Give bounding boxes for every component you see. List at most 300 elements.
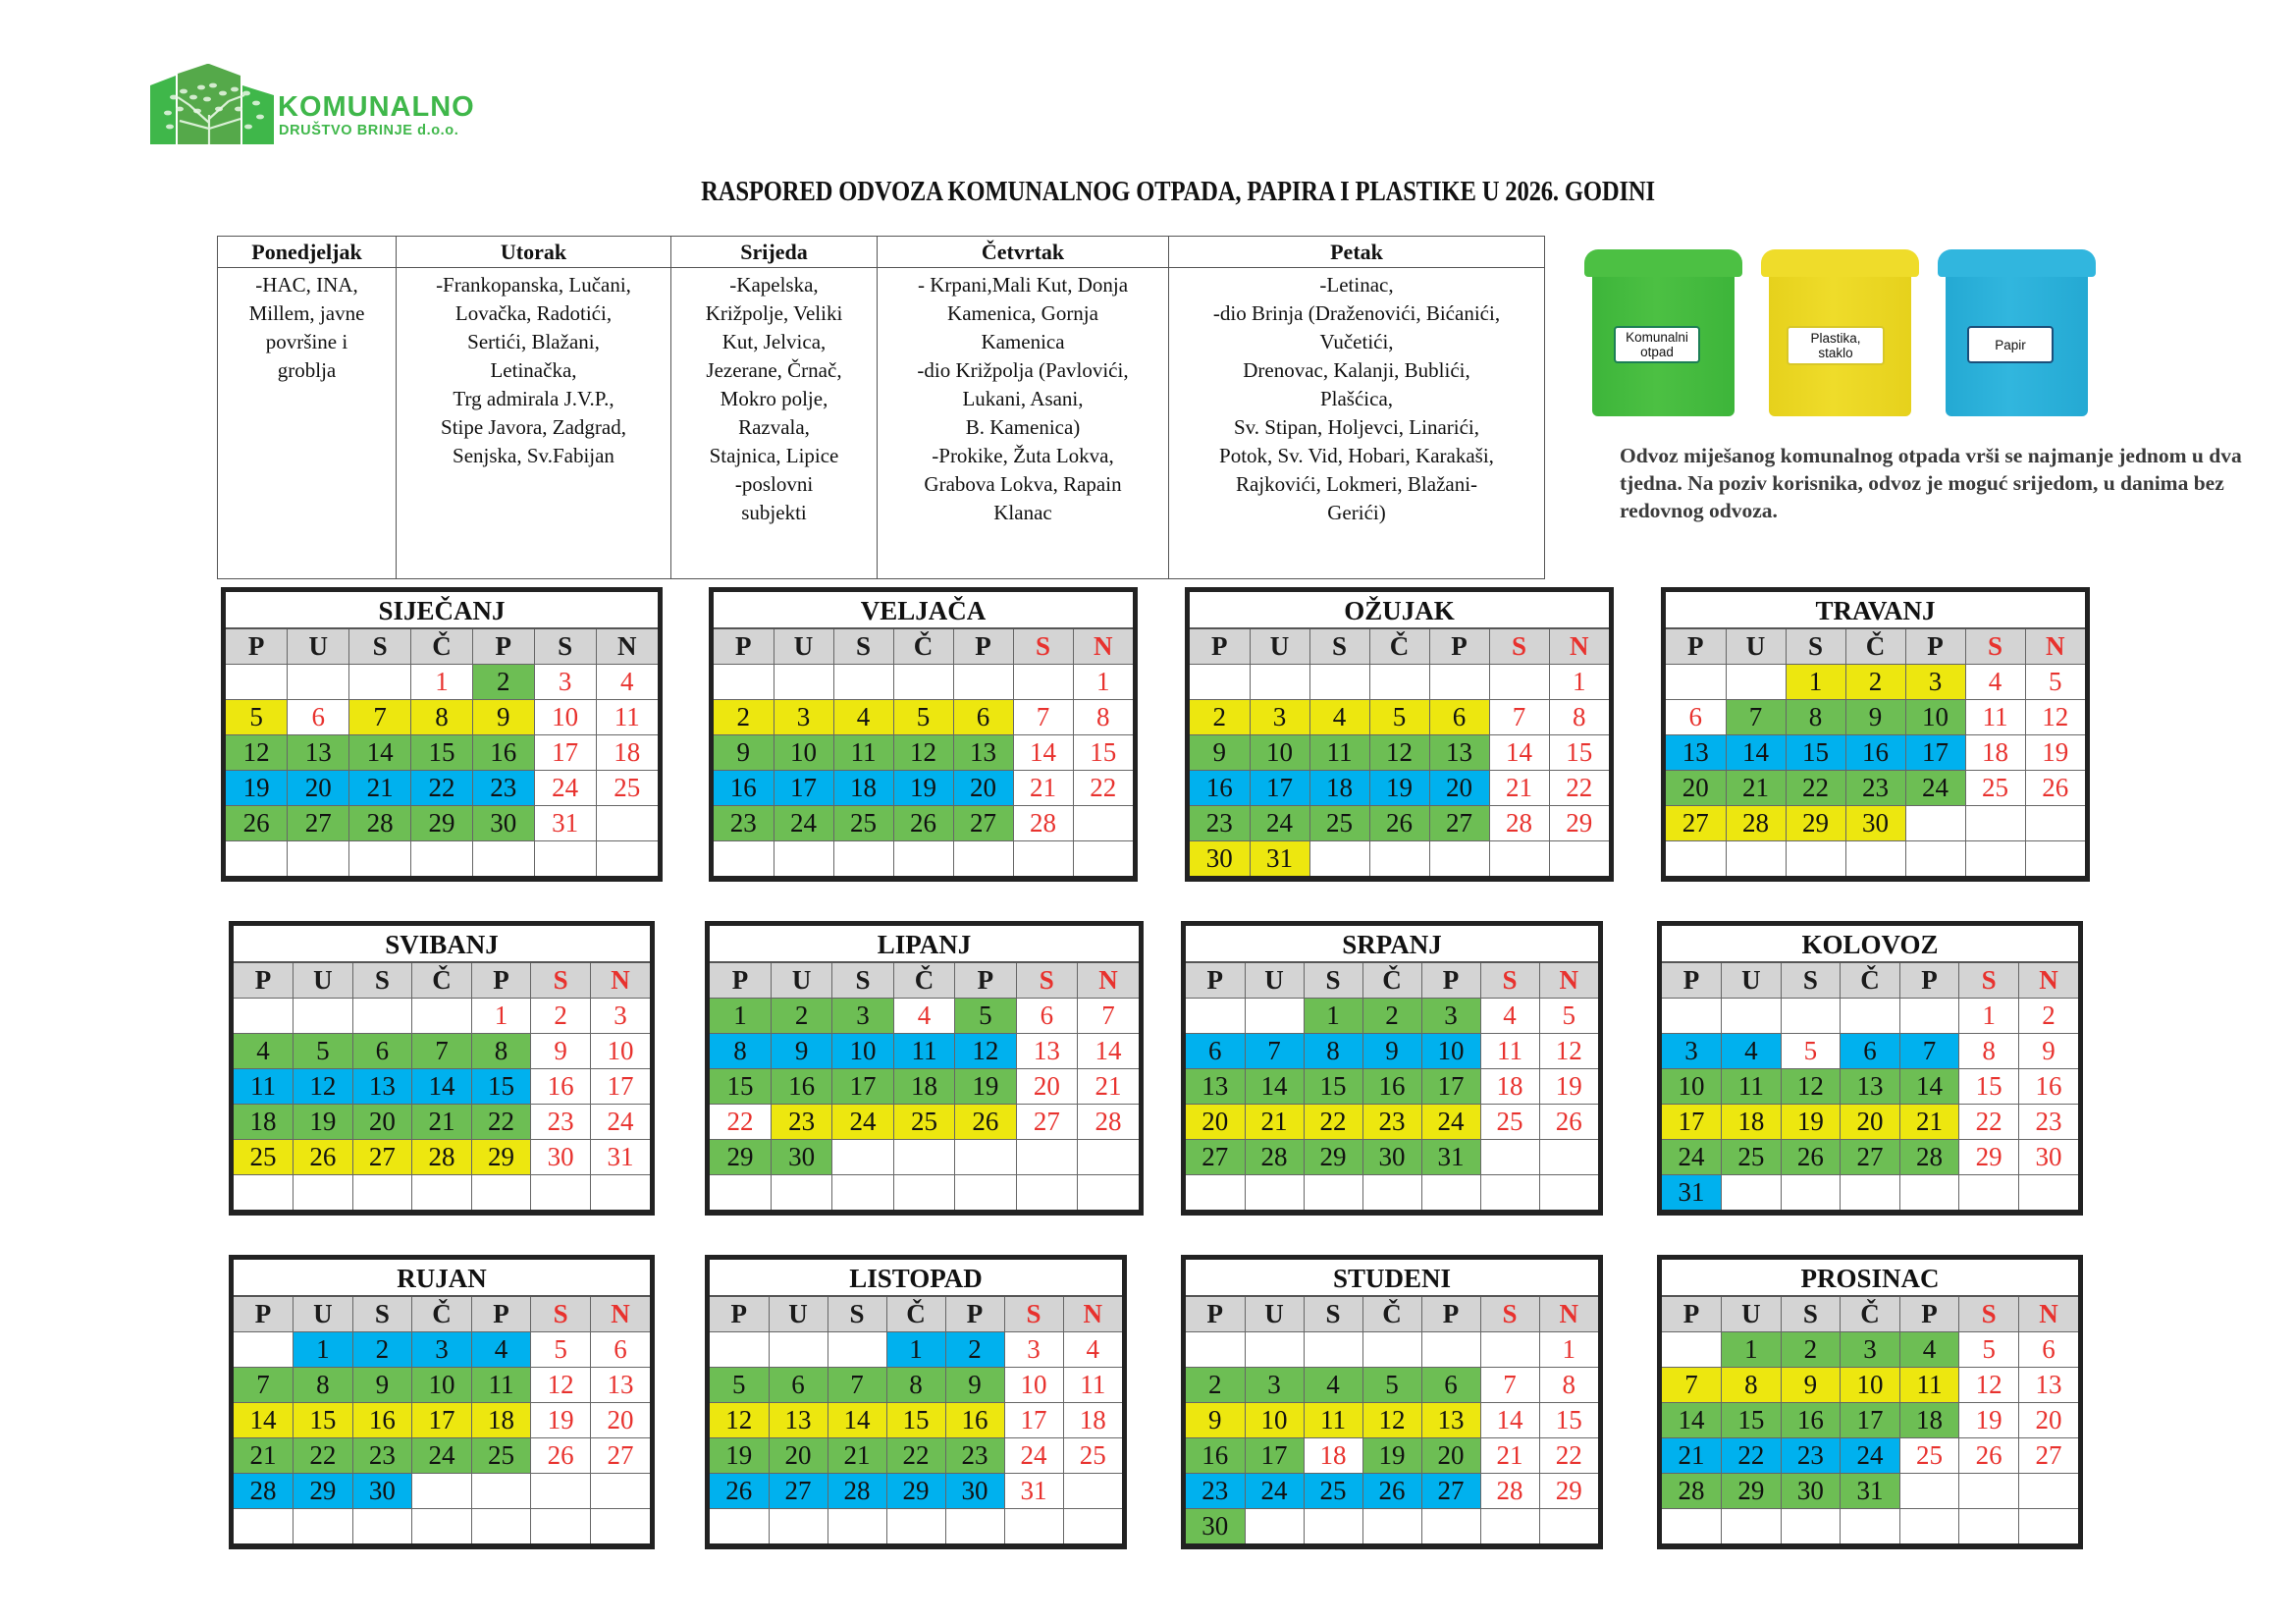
empty-day-cell bbox=[710, 1175, 771, 1211]
weekday-header: S bbox=[833, 629, 893, 665]
empty-day-cell bbox=[1190, 665, 1250, 700]
day-cell bbox=[1722, 1332, 1782, 1368]
logo-buildings-tree-icon bbox=[150, 64, 278, 144]
day-cell bbox=[1722, 1034, 1782, 1069]
day-cell bbox=[1309, 700, 1369, 735]
day-number: 13 bbox=[2035, 1370, 2062, 1399]
month-title: TRAVANJ bbox=[1666, 592, 2085, 629]
empty-day-cell bbox=[1899, 1474, 1959, 1509]
day-cell bbox=[1480, 1403, 1539, 1438]
day-cell bbox=[710, 1438, 769, 1474]
day-cell bbox=[1959, 1368, 2019, 1403]
day-number: 7 bbox=[256, 1370, 270, 1399]
day-cell bbox=[1539, 1368, 1598, 1403]
day-number: 23 bbox=[368, 1440, 396, 1470]
day-number: 10 bbox=[1856, 1370, 1884, 1399]
day-number: 16 bbox=[490, 737, 517, 767]
empty-day-cell bbox=[945, 1509, 1004, 1544]
day-cell bbox=[1304, 1368, 1362, 1403]
empty-day-cell bbox=[1666, 665, 1726, 700]
day-number: 4 bbox=[856, 702, 871, 731]
week-row bbox=[234, 1438, 650, 1474]
day-number: 8 bbox=[1573, 702, 1586, 731]
weekday-header: S bbox=[1781, 1297, 1841, 1332]
day-number: 4 bbox=[1988, 667, 2002, 696]
day-cell bbox=[953, 735, 1013, 771]
month-title: KOLOVOZ bbox=[1662, 926, 2078, 963]
day-cell bbox=[1004, 1368, 1063, 1403]
day-cell bbox=[2018, 1069, 2078, 1105]
weekday-header: N bbox=[1063, 1297, 1122, 1332]
empty-day-cell bbox=[769, 1509, 828, 1544]
day-cell bbox=[710, 1140, 771, 1175]
day-cell bbox=[596, 700, 658, 735]
company-logo bbox=[150, 64, 543, 142]
day-number: 14 bbox=[1678, 1405, 1705, 1434]
day-number: 17 bbox=[1260, 1440, 1288, 1470]
day-cell bbox=[1186, 1034, 1245, 1069]
bin-label-text: Plastika, bbox=[1810, 331, 1861, 346]
empty-day-cell bbox=[1016, 1140, 1077, 1175]
weekday-header: P bbox=[1899, 963, 1959, 999]
day-cell bbox=[1480, 1368, 1539, 1403]
day-number: 16 bbox=[1378, 1071, 1406, 1101]
day-cell bbox=[1489, 735, 1549, 771]
day-cell bbox=[1722, 1474, 1782, 1509]
day-cell bbox=[349, 735, 411, 771]
weekday-header: S bbox=[1004, 1297, 1063, 1332]
month-days-table bbox=[1662, 963, 2078, 1210]
day-cell bbox=[1078, 1105, 1139, 1140]
empty-day-cell bbox=[1662, 999, 1722, 1034]
day-cell bbox=[596, 735, 658, 771]
day-cell bbox=[1722, 1140, 1782, 1175]
month-days-table bbox=[714, 629, 1133, 876]
day-number: 22 bbox=[309, 1440, 337, 1470]
empty-day-cell bbox=[1073, 806, 1133, 841]
weekday-header: S bbox=[1965, 629, 2025, 665]
schedule-location-line: Drenovac, Kalanji, Bublići, bbox=[1243, 358, 1470, 382]
day-cell bbox=[288, 700, 349, 735]
day-number: 25 bbox=[1079, 1440, 1106, 1470]
day-number: 24 bbox=[552, 773, 579, 802]
day-cell bbox=[1421, 1105, 1480, 1140]
day-number: 3 bbox=[558, 667, 572, 696]
day-number: 2 bbox=[1212, 702, 1226, 731]
day-cell bbox=[226, 771, 288, 806]
day-cell bbox=[710, 999, 771, 1034]
day-number: 30 bbox=[961, 1476, 988, 1505]
empty-day-cell bbox=[1078, 1175, 1139, 1211]
schedule-location-line: Razvala, bbox=[738, 415, 810, 439]
day-number: 18 bbox=[1982, 737, 2008, 767]
empty-day-cell bbox=[833, 665, 893, 700]
waste-bins-illustration bbox=[1582, 232, 2132, 421]
day-number: 7 bbox=[1684, 1370, 1698, 1399]
empty-day-cell bbox=[531, 1474, 591, 1509]
day-cell bbox=[2018, 1034, 2078, 1069]
empty-day-cell bbox=[1662, 1332, 1722, 1368]
day-number: 21 bbox=[1916, 1107, 1944, 1136]
day-cell bbox=[349, 771, 411, 806]
day-cell bbox=[412, 1403, 472, 1438]
day-cell bbox=[226, 700, 288, 735]
weekday-header: Č bbox=[1845, 629, 1905, 665]
day-cell bbox=[886, 1403, 945, 1438]
weekday-header: U bbox=[288, 629, 349, 665]
day-cell bbox=[1781, 1474, 1841, 1509]
weekday-header: S bbox=[1489, 629, 1549, 665]
day-cell bbox=[531, 1034, 591, 1069]
day-number: 19 bbox=[910, 773, 936, 802]
month-calendar bbox=[705, 1255, 1127, 1549]
day-number: 1 bbox=[1326, 1001, 1340, 1030]
empty-day-cell bbox=[1841, 999, 1900, 1034]
day-cell bbox=[1186, 1069, 1245, 1105]
weekday-header: P bbox=[471, 1297, 531, 1332]
empty-day-cell bbox=[1369, 665, 1429, 700]
day-number: 30 bbox=[1796, 1476, 1824, 1505]
day-number: 7 bbox=[1267, 1036, 1281, 1065]
day-cell bbox=[1489, 771, 1549, 806]
day-number: 15 bbox=[1555, 1405, 1582, 1434]
day-number: 3 bbox=[1863, 1334, 1877, 1364]
day-number: 11 bbox=[1737, 1071, 1764, 1101]
weekday-header: P bbox=[1905, 629, 1965, 665]
day-cell bbox=[1369, 700, 1429, 735]
day-number: 20 bbox=[1446, 773, 1472, 802]
week-row bbox=[1666, 841, 2085, 877]
day-cell bbox=[1480, 1105, 1539, 1140]
day-cell bbox=[1013, 771, 1073, 806]
weekday-header: P bbox=[1421, 963, 1480, 999]
empty-day-cell bbox=[1781, 1509, 1841, 1544]
day-number: 18 bbox=[850, 773, 877, 802]
empty-day-cell bbox=[893, 841, 953, 877]
weekday-header-row bbox=[1186, 963, 1598, 999]
day-cell bbox=[294, 1403, 353, 1438]
day-number: 25 bbox=[1326, 808, 1353, 838]
day-cell bbox=[1421, 1403, 1480, 1438]
month-title: SRPANJ bbox=[1186, 926, 1598, 963]
day-number: 23 bbox=[1862, 773, 1889, 802]
day-cell bbox=[1362, 1368, 1421, 1403]
day-cell bbox=[412, 1069, 472, 1105]
day-cell bbox=[472, 665, 534, 700]
week-row bbox=[1662, 1438, 2078, 1474]
weekday-header: P bbox=[710, 963, 771, 999]
day-cell bbox=[294, 1105, 353, 1140]
month-calendar bbox=[709, 587, 1138, 882]
day-number: 25 bbox=[910, 1107, 937, 1136]
week-row bbox=[710, 1332, 1122, 1368]
day-cell bbox=[1004, 1403, 1063, 1438]
week-row bbox=[1662, 1509, 2078, 1544]
day-cell bbox=[1073, 665, 1133, 700]
week-row bbox=[1662, 999, 2078, 1034]
day-cell bbox=[774, 771, 833, 806]
empty-day-cell bbox=[1309, 841, 1369, 877]
day-cell bbox=[1841, 1140, 1900, 1175]
week-row bbox=[234, 1175, 650, 1211]
day-cell bbox=[893, 1069, 954, 1105]
empty-day-cell bbox=[1549, 841, 1609, 877]
month-calendar bbox=[229, 921, 655, 1216]
empty-day-cell bbox=[1250, 665, 1309, 700]
schedule-location-line: -Prokike, Žuta Lokva, bbox=[932, 444, 1114, 467]
day-cell bbox=[1841, 1403, 1900, 1438]
day-cell bbox=[226, 735, 288, 771]
day-cell bbox=[472, 771, 534, 806]
empty-day-cell bbox=[1539, 1140, 1598, 1175]
day-cell bbox=[1959, 1140, 2019, 1175]
week-row bbox=[1662, 1368, 2078, 1403]
empty-day-cell bbox=[1016, 1175, 1077, 1211]
day-number: 17 bbox=[1856, 1405, 1884, 1434]
day-cell bbox=[1781, 1069, 1841, 1105]
schedule-location-line: -Frankopanska, Lučani, bbox=[436, 273, 631, 297]
day-number: 28 bbox=[1506, 808, 1532, 838]
day-number: 9 bbox=[1208, 1405, 1222, 1434]
page-title: RASPORED ODVOZA KOMUNALNOG OTPADA, PAPIRA I PLASTIKE U 2026. GODINI bbox=[701, 177, 1655, 207]
day-number: 18 bbox=[1319, 1440, 1347, 1470]
day-number: 10 bbox=[1922, 702, 1949, 731]
day-number: 12 bbox=[242, 737, 270, 767]
day-cell bbox=[1899, 1438, 1959, 1474]
day-cell bbox=[1959, 1034, 2019, 1069]
schedule-locations-row bbox=[218, 268, 1545, 579]
day-number: 9 bbox=[1212, 737, 1226, 767]
day-number: 8 bbox=[494, 1036, 508, 1065]
day-cell bbox=[1549, 806, 1609, 841]
day-number: 13 bbox=[1682, 737, 1709, 767]
day-number: 23 bbox=[547, 1107, 574, 1136]
day-number: 27 bbox=[1682, 808, 1709, 838]
day-cell bbox=[710, 1069, 771, 1105]
week-row bbox=[1666, 771, 2085, 806]
empty-day-cell bbox=[1429, 665, 1489, 700]
collection-note: Odvoz miješanog komunalnog otpada vrši se najmanje jednom u dva tjedna. Na poziv korisnika, odvoz je moguć srijedom, u danima bez redovnog odvoza. bbox=[1620, 444, 2242, 522]
day-number: 20 bbox=[1856, 1107, 1884, 1136]
month-calendar bbox=[1181, 1255, 1603, 1549]
weekday-header: P bbox=[471, 963, 531, 999]
empty-day-cell bbox=[534, 841, 596, 877]
empty-day-cell bbox=[1899, 1509, 1959, 1544]
day-number: 11 bbox=[1320, 1405, 1346, 1434]
day-number: 13 bbox=[1856, 1071, 1884, 1101]
day-cell bbox=[714, 771, 774, 806]
schedule-location-line: groblja bbox=[277, 358, 337, 382]
day-cell bbox=[2018, 1403, 2078, 1438]
day-cell bbox=[1429, 735, 1489, 771]
weekday-header: P bbox=[1662, 963, 1722, 999]
week-row bbox=[1662, 1332, 2078, 1368]
day-cell bbox=[1362, 999, 1421, 1034]
day-cell bbox=[352, 1105, 412, 1140]
empty-day-cell bbox=[1899, 999, 1959, 1034]
day-cell bbox=[234, 1105, 294, 1140]
day-cell bbox=[2018, 1332, 2078, 1368]
day-number: 22 bbox=[1737, 1440, 1765, 1470]
day-cell bbox=[769, 1403, 828, 1438]
day-cell bbox=[1549, 665, 1609, 700]
bin-label bbox=[1967, 326, 2054, 363]
day-number: 12 bbox=[1386, 737, 1413, 767]
day-number: 3 bbox=[1272, 702, 1287, 731]
weekday-header: S bbox=[1013, 629, 1073, 665]
day-cell bbox=[1662, 1034, 1722, 1069]
empty-day-cell bbox=[832, 1140, 893, 1175]
empty-day-cell bbox=[886, 1509, 945, 1544]
day-cell bbox=[1304, 1105, 1362, 1140]
day-cell bbox=[1786, 735, 1845, 771]
day-number: 21 bbox=[428, 1107, 455, 1136]
weekday-header: S bbox=[1959, 1297, 2019, 1332]
month-title: SVIBANJ bbox=[234, 926, 650, 963]
day-cell bbox=[1959, 1105, 2019, 1140]
day-cell bbox=[352, 1140, 412, 1175]
day-cell bbox=[472, 735, 534, 771]
empty-day-cell bbox=[710, 1509, 769, 1544]
day-number: 12 bbox=[1796, 1071, 1824, 1101]
day-cell bbox=[412, 1140, 472, 1175]
week-row bbox=[1662, 1403, 2078, 1438]
week-row bbox=[226, 841, 658, 877]
day-cell bbox=[411, 700, 473, 735]
day-cell bbox=[1549, 771, 1609, 806]
weekday-header: S bbox=[1016, 963, 1077, 999]
empty-day-cell bbox=[1421, 1332, 1480, 1368]
bin-lid bbox=[1938, 249, 2096, 277]
day-number: 16 bbox=[961, 1405, 988, 1434]
weekday-header-row bbox=[1666, 629, 2085, 665]
day-cell bbox=[1004, 1438, 1063, 1474]
day-cell bbox=[1959, 1332, 2019, 1368]
day-cell bbox=[886, 1368, 945, 1403]
day-number: 19 bbox=[725, 1440, 753, 1470]
day-number: 26 bbox=[1796, 1142, 1824, 1171]
day-number: 10 bbox=[790, 737, 817, 767]
day-cell bbox=[1078, 1034, 1139, 1069]
week-row bbox=[1186, 1105, 1598, 1140]
day-number: 9 bbox=[1868, 702, 1883, 731]
day-cell bbox=[1965, 665, 2025, 700]
day-number: 31 bbox=[1266, 843, 1293, 873]
weekday-header: P bbox=[1662, 1297, 1722, 1332]
day-cell bbox=[294, 1332, 353, 1368]
day-number: 21 bbox=[1506, 773, 1532, 802]
day-number: 12 bbox=[547, 1370, 574, 1399]
day-cell bbox=[1899, 1332, 1959, 1368]
day-cell bbox=[1186, 1509, 1245, 1544]
week-row bbox=[710, 1403, 1122, 1438]
day-cell bbox=[1250, 700, 1309, 735]
day-number: 27 bbox=[1437, 1476, 1465, 1505]
weekday-header: P bbox=[1429, 629, 1489, 665]
day-number: 4 bbox=[620, 667, 634, 696]
day-number: 29 bbox=[1975, 1142, 2002, 1171]
weekday-header: Č bbox=[412, 1297, 472, 1332]
day-cell bbox=[531, 1332, 591, 1368]
day-cell bbox=[945, 1332, 1004, 1368]
day-cell bbox=[710, 1474, 769, 1509]
day-number: 11 bbox=[614, 702, 640, 731]
day-number: 22 bbox=[488, 1107, 515, 1136]
day-number: 5 bbox=[554, 1334, 567, 1364]
day-number: 24 bbox=[1266, 808, 1293, 838]
day-cell bbox=[472, 700, 534, 735]
day-cell bbox=[769, 1474, 828, 1509]
weekday-header-row bbox=[1190, 629, 1609, 665]
day-number: 2 bbox=[1208, 1370, 1222, 1399]
day-cell bbox=[1539, 1105, 1598, 1140]
day-cell bbox=[2025, 665, 2085, 700]
schedule-location-line: Kamenica bbox=[981, 330, 1065, 353]
day-number: 16 bbox=[1862, 737, 1889, 767]
day-cell bbox=[1063, 1332, 1122, 1368]
day-cell bbox=[1362, 1034, 1421, 1069]
day-cell bbox=[1539, 999, 1598, 1034]
weekday-header-row bbox=[714, 629, 1133, 665]
schedule-location-line: -dio Brinja (Draženovići, Bićanići, bbox=[1212, 301, 1501, 325]
day-number: 12 bbox=[1975, 1370, 2002, 1399]
day-number: 1 bbox=[733, 1001, 747, 1030]
day-cell bbox=[412, 1105, 472, 1140]
weekday-header: S bbox=[832, 963, 893, 999]
weekday-header: P bbox=[234, 963, 294, 999]
empty-day-cell bbox=[1905, 806, 1965, 841]
schedule-cell-wednesday bbox=[671, 268, 878, 579]
day-cell bbox=[234, 1069, 294, 1105]
day-number: 7 bbox=[1922, 1036, 1937, 1065]
day-cell bbox=[1781, 1140, 1841, 1175]
day-cell bbox=[1959, 1403, 2019, 1438]
day-cell bbox=[1786, 771, 1845, 806]
day-cell bbox=[1063, 1438, 1122, 1474]
month-days-table bbox=[1662, 1297, 2078, 1543]
day-number: 29 bbox=[726, 1142, 754, 1171]
day-number: 2 bbox=[2042, 1001, 2056, 1030]
day-number: 2 bbox=[1385, 1001, 1399, 1030]
day-cell bbox=[1190, 700, 1250, 735]
empty-day-cell bbox=[472, 841, 534, 877]
day-cell bbox=[771, 1105, 831, 1140]
day-number: 6 bbox=[791, 1370, 805, 1399]
day-cell bbox=[534, 665, 596, 700]
empty-day-cell bbox=[352, 1175, 412, 1211]
day-number: 23 bbox=[1201, 1476, 1229, 1505]
day-number: 15 bbox=[1090, 737, 1117, 767]
day-number: 5 bbox=[979, 1001, 992, 1030]
day-cell bbox=[412, 1332, 472, 1368]
day-cell bbox=[1250, 771, 1309, 806]
day-number: 17 bbox=[428, 1405, 455, 1434]
schedule-location-line: Letinačka, bbox=[490, 358, 577, 382]
day-cell bbox=[1781, 1403, 1841, 1438]
day-number: 20 bbox=[2035, 1405, 2062, 1434]
day-number: 9 bbox=[554, 1036, 567, 1065]
day-cell bbox=[590, 1368, 650, 1403]
empty-day-cell bbox=[1539, 1509, 1598, 1544]
day-cell bbox=[234, 1140, 294, 1175]
day-number: 1 bbox=[1982, 1001, 1996, 1030]
day-number: 12 bbox=[910, 737, 936, 767]
day-number: 18 bbox=[910, 1071, 937, 1101]
day-cell bbox=[1662, 1105, 1722, 1140]
day-number: 30 bbox=[490, 808, 517, 838]
day-number: 27 bbox=[304, 808, 332, 838]
week-row bbox=[710, 1474, 1122, 1509]
